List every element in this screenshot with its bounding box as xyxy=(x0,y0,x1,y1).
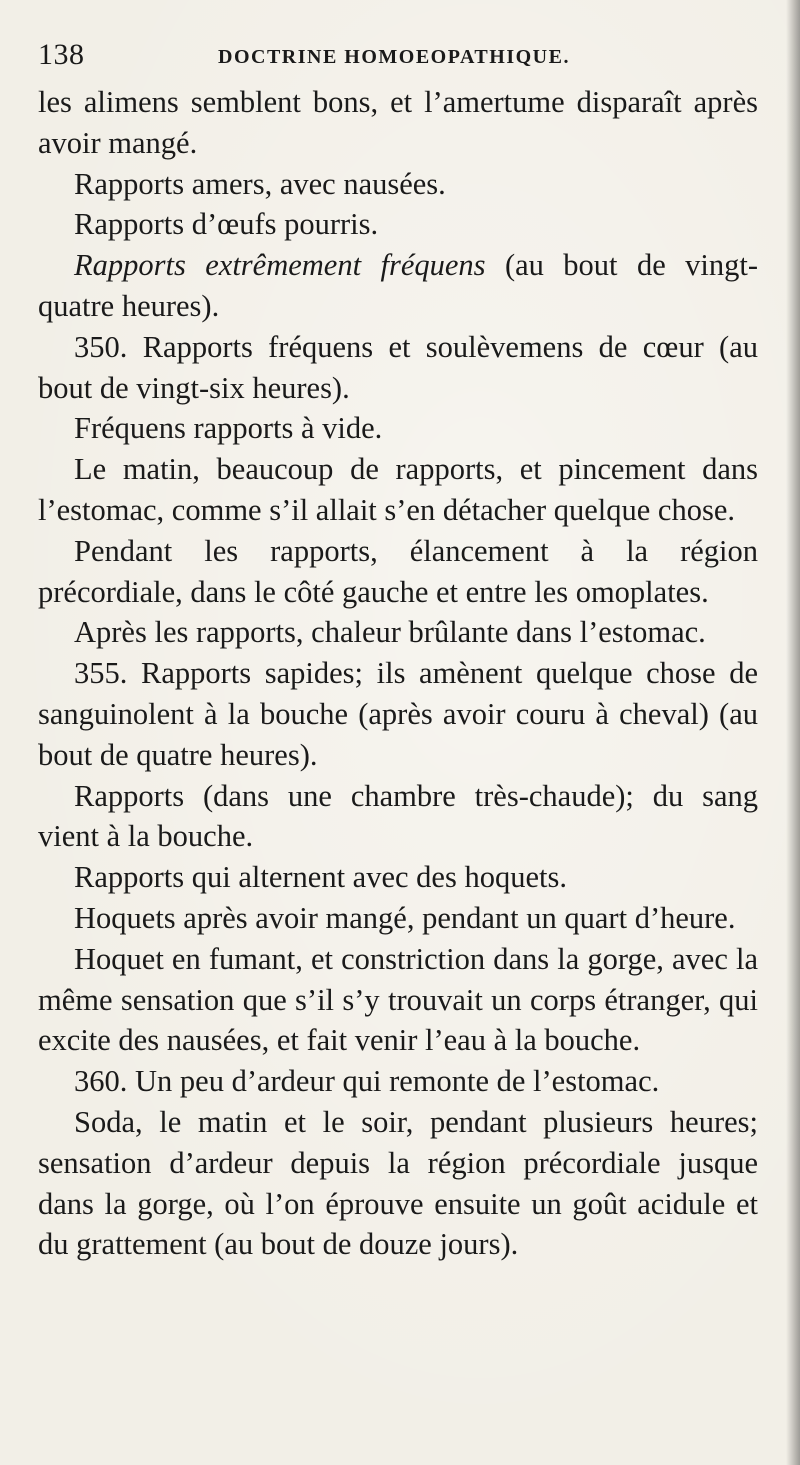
italic-phrase: Rapports extrêmement fréquens xyxy=(74,248,486,283)
paragraph xyxy=(38,245,758,327)
paragraph: 355. Rapports sapides; ils amènent quelque chose de sanguinolent à la bouche (après avoir couru à cheval) (au bout de quatre heures). xyxy=(38,656,758,772)
paragraph: Fréquens rapports à vide. xyxy=(74,411,383,446)
paragraph: Rapports (dans une chambre très-chaude); du sang vient à la bouche. xyxy=(38,778,758,854)
paragraph: 360. Un peu d’ardeur qui remonte de l’estomac. xyxy=(74,1064,660,1099)
page-number: 138 xyxy=(38,38,85,71)
paragraph: Hoquets après avoir mangé, pendant un quart d’heure. xyxy=(74,900,736,935)
paragraph: Rapports amers, avec nausées. xyxy=(74,166,446,201)
paragraph: Pendant les rapports, élancement à la région précordiale, dans le côté gauche et entre les omoplates. xyxy=(38,533,758,609)
body-text xyxy=(38,82,758,1265)
running-title: DOCTRINE HOMOEOPATHIQUE. xyxy=(218,46,570,68)
paragraph: Soda, le matin et le soir, pendant plusieurs heures; sensation d’ardeur depuis la région précordiale jusque dans la gorge, où l’on éprouve ensuite un goût acidule et du grattement (au bout de douze jours). xyxy=(38,1104,758,1262)
running-head xyxy=(38,26,758,82)
paragraph: les alimens semblent bons, et l’amertume disparaît après avoir mangé. xyxy=(38,85,758,160)
paragraph: Rapports qui alternent avec des hoquets. xyxy=(74,860,567,895)
paragraph-rest: (au bout de vingt-quatre heures). xyxy=(38,248,759,323)
paragraph: Le matin, beaucoup de rapports, et pincement dans l’estomac, comme s’il allait s’en détacher quelque chose. xyxy=(38,452,758,527)
paragraph: Rapports d’œufs pourris. xyxy=(74,207,379,242)
paragraph: 350. Rapports fréquens et soulèvemens de cœur (au bout de vingt-six heures). xyxy=(38,329,758,405)
paragraph: Après les rapports, chaleur brûlante dans l’estomac. xyxy=(74,615,706,650)
page-edge-shadow xyxy=(786,0,800,1465)
paragraph: Hoquet en fumant, et constriction dans la gorge, avec la même sensation que s’il s’y trouvait un corps étranger, qui excite des nausées, et fait venir l’eau à la bouche. xyxy=(38,941,758,1058)
